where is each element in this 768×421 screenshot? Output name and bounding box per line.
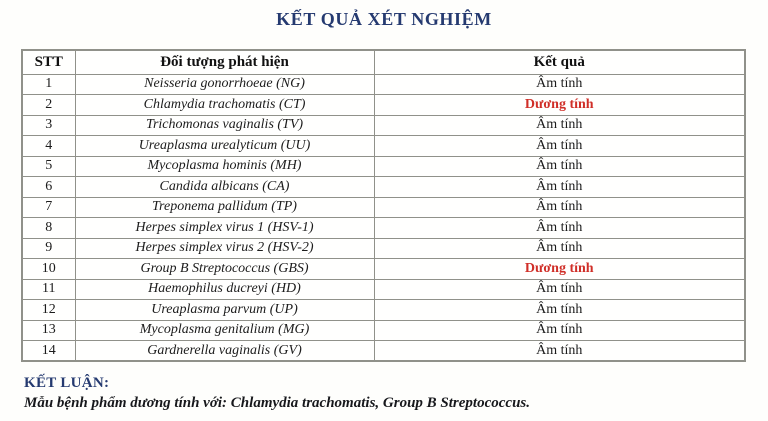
table-row [22, 218, 745, 239]
column-header-stt: STT [22, 50, 75, 74]
result-cell: Dương tính [374, 95, 745, 116]
result-cell: Âm tính [374, 238, 745, 259]
table-row [22, 74, 745, 95]
table-row [22, 300, 745, 321]
detection-target-cell: Trichomonas vaginalis (TV) [75, 115, 374, 136]
detection-target-cell: Herpes simplex virus 1 (HSV-1) [75, 218, 374, 239]
result-cell: Âm tính [374, 136, 745, 157]
row-number-cell: 8 [22, 218, 75, 239]
detection-target-cell: Haemophilus ducreyi (HD) [75, 279, 374, 300]
result-cell: Âm tính [374, 177, 745, 198]
table-row [22, 95, 745, 116]
page-title: KẾT QUẢ XÉT NGHIỆM [276, 9, 492, 29]
detection-target-cell: Treponema pallidum (TP) [75, 197, 374, 218]
results-table [21, 49, 746, 362]
detection-target-cell: Group B Streptococcus (GBS) [75, 259, 374, 280]
table-row [22, 320, 745, 341]
table-row [22, 238, 745, 259]
column-header-target: Đối tượng phát hiện [75, 50, 374, 74]
detection-target-cell: Ureaplasma urealyticum (UU) [75, 136, 374, 157]
detection-target-cell: Gardnerella vaginalis (GV) [75, 341, 374, 362]
table-row [22, 177, 745, 198]
header-row [22, 50, 745, 74]
detection-target-cell: Chlamydia trachomatis (CT) [75, 95, 374, 116]
table-row [22, 115, 745, 136]
test-result-document [0, 9, 768, 421]
detection-target-cell: Herpes simplex virus 2 (HSV-2) [75, 238, 374, 259]
row-number-cell: 4 [22, 136, 75, 157]
table-row [22, 197, 745, 218]
result-cell: Âm tính [374, 341, 745, 362]
table-row [22, 156, 745, 177]
detection-target-cell: Ureaplasma parvum (UP) [75, 300, 374, 321]
row-number-cell: 9 [22, 238, 75, 259]
result-cell: Âm tính [374, 197, 745, 218]
row-number-cell: 1 [22, 74, 75, 95]
result-cell: Âm tính [374, 300, 745, 321]
row-number-cell: 7 [22, 197, 75, 218]
table-row [22, 279, 745, 300]
row-number-cell: 3 [22, 115, 75, 136]
detection-target-cell: Mycoplasma hominis (MH) [75, 156, 374, 177]
row-number-cell: 11 [22, 279, 75, 300]
result-cell: Dương tính [374, 259, 745, 280]
row-number-cell: 2 [22, 95, 75, 116]
row-number-cell: 13 [22, 320, 75, 341]
result-cell: Âm tính [374, 74, 745, 95]
results-table-header [22, 50, 745, 74]
conclusion-text: Mẫu bệnh phẩm dương tính với: Chlamydia trachomatis, Group B Streptococcus. [24, 395, 530, 411]
result-cell: Âm tính [374, 115, 745, 136]
column-header-result: Kết quả [374, 50, 745, 74]
conclusion-section [24, 375, 744, 412]
detection-target-cell: Neisseria gonorrhoeae (NG) [75, 74, 374, 95]
row-number-cell: 14 [22, 341, 75, 362]
row-number-cell: 6 [22, 177, 75, 198]
result-cell: Âm tính [374, 218, 745, 239]
results-table-body [22, 74, 745, 361]
row-number-cell: 10 [22, 259, 75, 280]
result-cell: Âm tính [374, 156, 745, 177]
conclusion-heading: KẾT LUẬN: [24, 375, 110, 391]
result-cell: Âm tính [374, 320, 745, 341]
detection-target-cell: Candida albicans (CA) [75, 177, 374, 198]
row-number-cell: 12 [22, 300, 75, 321]
table-row [22, 259, 745, 280]
detection-target-cell: Mycoplasma genitalium (MG) [75, 320, 374, 341]
result-cell: Âm tính [374, 279, 745, 300]
table-row [22, 136, 745, 157]
table-row [22, 341, 745, 362]
row-number-cell: 5 [22, 156, 75, 177]
